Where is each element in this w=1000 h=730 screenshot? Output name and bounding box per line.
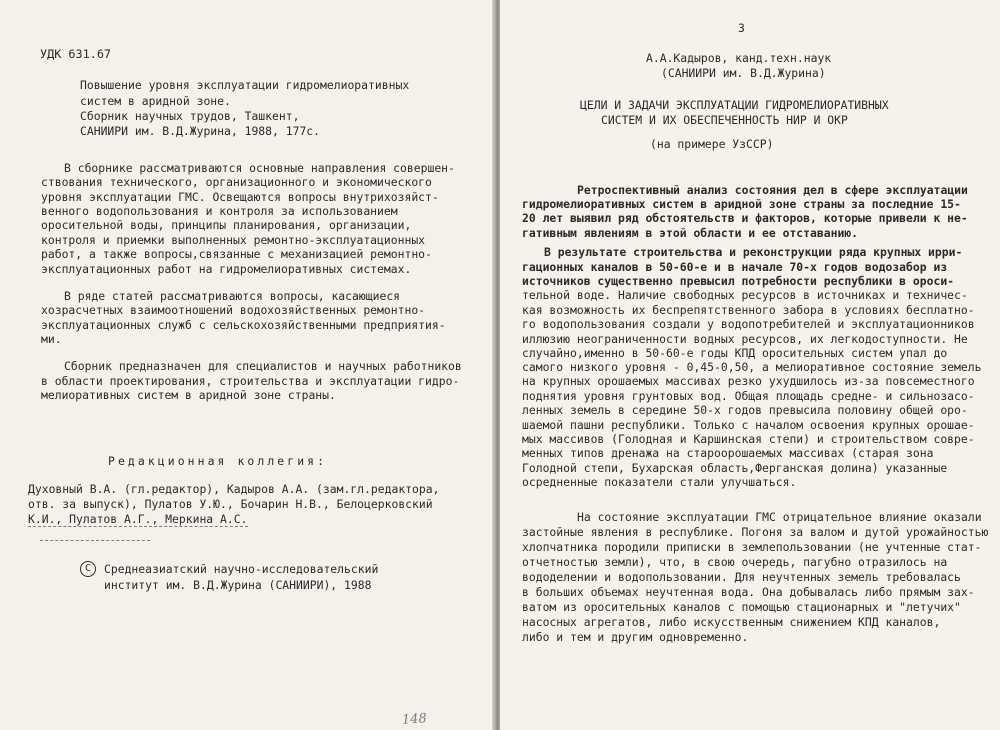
editorial-board-heading: Редакционная коллегия: xyxy=(108,454,328,468)
abstract-line: В ряде статей рассматриваются вопросы, касающиеся xyxy=(64,289,401,303)
article-title-line: ЦЕЛИ И ЗАДАЧИ ЭКСПЛУАТАЦИИ ГИДРОМЕЛИОРАТИВНЫХ xyxy=(580,98,889,112)
body-line: насосных агрегатов, либо искусственным снижением КПД каналов, xyxy=(522,615,941,629)
abstract-line: Сборник предназначен для специалистов и научных работников xyxy=(64,359,462,373)
abstract-line: контроля и приемки выполненных ремонтно-эксплуатационных xyxy=(41,233,426,247)
body-line: иллюзию неограниченности водных ресурсов, их легкодоступности. Не xyxy=(522,332,968,346)
abstract-line: венного водопользования и контроля за использованием xyxy=(41,204,398,218)
affiliation: (САНИИРИ им. В.Д.Журина) xyxy=(661,66,826,80)
udc-code: УДК 631.67 xyxy=(40,47,112,61)
bib-line: Сборник научных трудов, Ташкент, xyxy=(80,109,300,123)
body-line: шаемой пашни республики. Только с началом освоения крупных орошае- xyxy=(522,418,975,432)
copyright-icon: C xyxy=(80,561,96,577)
body-line: менных типов дренажа на староорошаемых массивах (старая зона xyxy=(522,446,934,460)
abstract-line: хозрасчетных взаимоотношений водохозяйственных ремонтно- xyxy=(41,303,426,317)
bib-line: САНИИРИ им. В.Д.Журина, 1988, 177с. xyxy=(80,124,321,138)
abstract-line: оросительной воды, принципы планирования, организации, xyxy=(41,218,412,232)
body-line: гационных каналов в 50-60-е и в начале 70-х годов водозабор из xyxy=(522,260,948,274)
body-line: В результате строительства и реконструкции ряда крупных ирри- xyxy=(544,245,963,259)
body-line: ватом из оросительных каналов с помощью стационарных и "летучих" xyxy=(522,600,961,614)
page-number: 3 xyxy=(738,21,745,35)
pencil-underline xyxy=(28,526,248,527)
body-line: источников существенно превысил потребности республики в ороси- xyxy=(522,274,955,288)
handwritten-page-mark: 148 xyxy=(401,711,428,728)
left-page xyxy=(0,0,494,730)
abstract-line: мелиоративных систем в аридной зоне страны. xyxy=(41,388,336,402)
right-page xyxy=(500,0,1000,730)
body-line: Голодной степи, Бухарская область,Ферганская долина) указанные xyxy=(522,461,948,475)
body-line: кая возможность их беспрепятственного забора в условиях бесплатно- xyxy=(522,303,975,317)
abstract-line: в области проектирования, строительства и эксплуатации гидро- xyxy=(41,374,460,388)
article-subtitle: (на примере УзССР) xyxy=(650,137,774,151)
body-line: го водопользования создали у водопотребителей и эксплуатационников xyxy=(522,317,975,331)
board-line: отв. за выпуск), Пулатов У.Ю., Бочарин Н.В., Белоцерковский xyxy=(28,497,433,511)
copyright-line: институт им. В.Д.Журина (САНИИРИ), 1988 xyxy=(104,578,372,592)
body-line: либо и тем и другим одновременно. xyxy=(522,630,749,644)
pencil-underline xyxy=(40,540,150,541)
body-line: гидромелиоративных систем в аридной зоне страны за последние 15- xyxy=(522,197,961,211)
body-line: мых массивов (Голодная и Каршинская степи) и строительством совре- xyxy=(522,432,975,446)
abstract-line: эксплуатационных работ на гидромелиоративных системах. xyxy=(41,262,412,276)
body-line: гативным явлениям в этой области и ее отставанию. xyxy=(522,226,859,240)
body-line: случайно,именно в 50-60-е годы КПД оросительных систем упал до xyxy=(522,346,948,360)
author: А.А.Кадыров, канд.техн.наук xyxy=(646,51,832,65)
body-line: На состояние эксплуатации ГМС отрицательное влияние оказали xyxy=(577,510,982,524)
abstract-line: работ, а также вопросы,связанные с механизацией ремонтно- xyxy=(41,247,432,261)
body-line: поднятия уровня грунтовых вод. Общая площадь средне- и сильнозасо- xyxy=(522,389,975,403)
bib-line: систем в аридной зоне. xyxy=(80,94,231,108)
abstract-line: уровня эксплуатации ГМС. Освещаются вопросы внутрихозяйст- xyxy=(41,190,439,204)
body-line: осредненные показатели стали улучшаться. xyxy=(522,475,797,489)
copyright-line: Среднеазиатский научно-исследовательский xyxy=(104,562,379,576)
body-line: на крупных орошаемых массивах резко ухудшилось из-за повсеместного xyxy=(522,374,975,388)
body-line: отчетностью земли), что, в свою очередь, пагубно отразилось на xyxy=(522,555,948,569)
body-line: хлопчатника породили приписки в землепользовании (не учтенные стат- xyxy=(522,540,982,554)
bib-line: Повышение уровня эксплуатации гидромелиоративных xyxy=(80,78,410,92)
body-line: тельной воде. Наличие свободных ресурсов в источниках и техничес- xyxy=(522,288,968,302)
body-line: в больших объемах неучтенная вода. Она добывалась либо прямым зах- xyxy=(522,585,975,599)
body-line: Ретроспективный анализ состояния дел в сфере эксплуатации xyxy=(577,183,968,197)
body-line: ленных земель в середине 50-х годов превысила половину общей оро- xyxy=(522,403,968,417)
abstract-line: В сборнике рассматриваются основные направления совершен- xyxy=(64,161,455,175)
body-line: 20 лет выявил ряд обстоятельств и факторов, которые привели к не- xyxy=(522,211,968,225)
abstract-line: ствования технического, организационного и экономического xyxy=(41,175,432,189)
abstract-line: эксплуатационных служб с сельскохозяйственными предприятия- xyxy=(41,318,446,332)
board-line: Духовный В.А. (гл.редактор), Кадыров А.А. (зам.гл.редактора, xyxy=(28,482,440,496)
body-line: застойные явления в республике. Погоня за валом и дутой урожайностью xyxy=(522,525,989,539)
body-line: самого низкого уровня - 0,45-0,50, а мелиоративное состояние земель xyxy=(522,360,982,374)
body-line: вододелении и водопользовании. Для неучтенных земель требовалась xyxy=(522,570,961,584)
abstract-line: ми. xyxy=(41,332,62,346)
board-line: К.И., Пулатов А.Г., Меркина А.С. xyxy=(28,512,248,526)
article-title-line: СИСТЕМ И ИХ ОБЕСПЕЧЕННОСТЬ НИР И ОКР xyxy=(601,113,848,127)
